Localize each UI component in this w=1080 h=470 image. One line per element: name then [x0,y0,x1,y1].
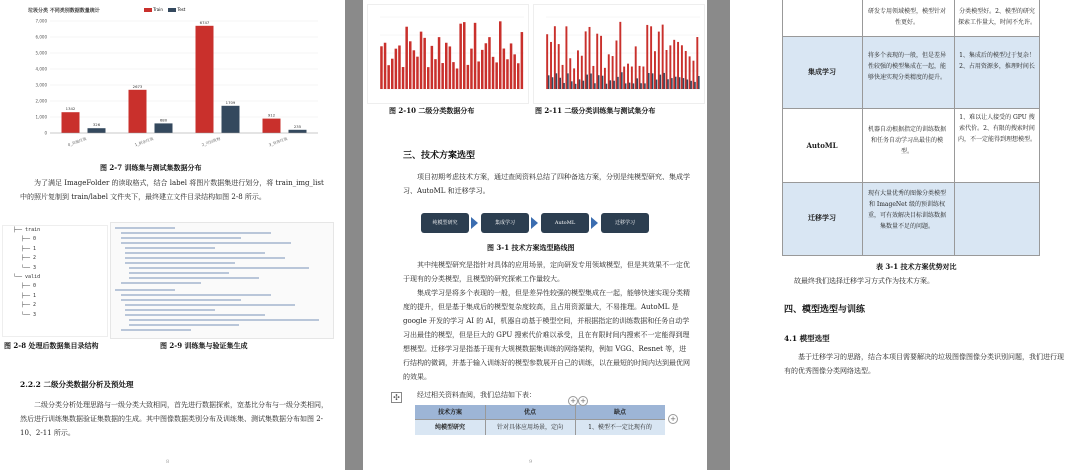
fig211-caption: 图 2-11 二级分类训练集与测试集分布 [535,106,656,115]
bar [510,43,513,89]
y-tick-label: 2,000 [35,98,47,104]
bar [579,79,581,89]
bar-chart [22,5,328,157]
bar [673,40,675,89]
paragraph: 为了满足 ImageFolder 的读取格式，结合 label 将图片数据集进行划分，将 train_img_list 中的照片复制到 train/label 文件夹下，最终建立文件目录结构如图 2-8 所示。 [20,179,324,201]
bar [402,67,405,89]
table-cell: 针对具体应用场景，定向 [496,424,563,431]
bar [495,62,498,89]
bar [619,22,621,89]
table-header-cell: 缺点 [613,409,626,416]
bar [640,83,642,89]
tree-line: ├── 2 [21,255,37,262]
table-cell: 迁移学习 [808,213,836,222]
bar [635,46,637,89]
bar [405,27,408,89]
bar [594,83,596,89]
bar [438,37,441,89]
table-cell: 将多个表现的一般，但是差异性较强的模型集成在一起，能够快速实现分类精度的提升。 [867,52,946,81]
bar [387,65,390,89]
bar [600,36,602,89]
bar [648,73,650,89]
tree-line: └── 3 [21,264,37,271]
bar [644,83,646,89]
table-cell: 机器自动根据指定的训练数据和任务自动学习出最佳的模型。 [867,126,946,155]
table-header-cell: 技术方案 [437,409,462,416]
fig211-chart [533,4,705,104]
bar [492,57,495,89]
flow-box: 集成学习 [481,213,529,233]
bar [569,58,571,89]
data-label: 680 [159,117,168,123]
data-label: 1342 [65,106,76,112]
bar [666,50,668,89]
page-1 [0,0,345,470]
bar [667,79,669,89]
table-cell: 分类模型好。2、模型的研究探索工作量大，时间不允许。 [957,8,1036,26]
paragraph: 项目初期考虑技术方案，通过查阅资料总结了四种备选方案，分别是纯模型研究、集成学习、AutoML 和迁移学习。 [403,173,690,195]
bar-train [62,112,80,133]
arrow-icon [471,217,478,229]
comparison-table-continued[interactable] [782,0,1040,256]
y-tick-label: 6,000 [35,34,47,40]
comparison-table[interactable] [415,405,665,437]
arrow-icon [531,217,538,229]
tree-line: ├── 1 [21,292,37,299]
paragraph: 集成学习是将多个表现的一般，但是差异性较强的模型集成在一起，能够快速实现分类精度的提升，但是基于集成后的模型复杂度较高，且占用资源量大，不易推理。AutoML 是 google 开发的学习 AI 的 AI，机器自动基于模型空间，并根据指定的训练数据和任务自动学习出最佳的模型，但是巨大的 GPU 搜索代价难以承受，且在有限时间内搜索不一定能得到理想模型。迁移学习是指基于现有大规模数据集训练的网络架构，例如 VGG、Resnet 等，进行结构的微调，并基于输入训练好的模型参数展开自己的训练，以在最短的时间内达到最优网的效果。 [403,289,690,381]
bar [552,77,554,89]
bar [470,49,473,89]
x-tick-label: 2_可回收物 [200,135,222,148]
bar [696,37,698,89]
legend-swatch-test [168,8,176,12]
directory-tree [2,225,108,337]
bar [513,54,516,89]
bar [567,73,569,89]
bar [663,73,665,89]
bar [586,75,588,89]
y-tick-label: 5,000 [35,50,47,56]
legend-test: Test [177,7,186,12]
bar [596,34,598,89]
bar [434,59,437,89]
bar [575,84,577,89]
bar [521,32,524,89]
y-tick-label: 4,000 [35,66,47,72]
bar [654,51,656,89]
bar [629,83,631,89]
paragraph: 二级分类分析处理思路与一级分类大致相同，首先进行数据探索，宽基比分布与一级分类相同，然后进行训练集数据验证集数据的生成。其中图像数据类别分布及训练集、测试集数据分布如图 2-10、2-11 所示。 [20,401,328,437]
bar [681,45,683,89]
bar [413,50,416,89]
fig31-caption: 图 3-1 技术方案选型路线图 [487,243,575,252]
section-heading: 四、模型选型与训练 [784,305,866,315]
bar [384,43,387,89]
bar [550,42,552,89]
bar [517,63,520,89]
table-cell: 1、模型不一定比现有的 [588,424,652,431]
section-heading: 2.2.2 二级分类数据分析及预处理 [20,380,134,389]
data-label: 6747 [199,19,210,25]
bar [445,43,448,89]
bar [558,44,560,89]
bar-test [289,130,307,133]
table-cell: 纯模型研究 [434,424,465,431]
bar [577,50,579,89]
bar [452,62,455,89]
bar [675,77,677,89]
bar [608,54,610,89]
bar [658,32,660,89]
fig211-svg [534,5,704,103]
bar [669,45,671,89]
insert-column-icon[interactable]: + [578,396,588,406]
fig28-caption: 图 2-8 处理后数据集目录结构 [4,341,99,350]
bar [689,56,691,89]
paragraph: 故最终我们选择迁移学习方式作为技术方案。 [794,277,934,285]
fig210-caption: 图 2-10 二级分类数据分布 [389,106,475,115]
data-label: 1709 [225,99,236,105]
table-cell: 研发专用领域模型，模型针对性更好。 [867,8,946,26]
bar [391,59,394,89]
fig210-chart [367,4,529,104]
bar-chart-svg [22,15,328,155]
paragraph: 经过相关资料查阅，我们总结如下表： [417,391,536,399]
bar [631,67,633,89]
chart-legend [144,7,185,12]
table-caption: 表 3-1 技术方案优势对比 [876,262,957,271]
bar [488,37,491,89]
bar [690,81,692,89]
bar [613,81,615,89]
bar [571,81,573,89]
bar [573,68,575,89]
table-cell: 集成学习 [808,67,836,76]
bar [409,41,412,89]
bar [506,59,509,89]
table-cell: 1、集成后的模型过于复杂！2、占用资源多，推理时间长 [959,52,1035,70]
bar [416,57,419,89]
bar [395,49,398,89]
section-heading: 三、技术方案选型 [403,151,476,161]
table-cell: 现有大量优秀的图像分类模型和 ImageNet 级的预训练权重，可有效解决目标训练数据集数量不足的问题。 [867,190,946,230]
bar [650,26,652,89]
bar [636,78,638,89]
add-row-icon[interactable]: + [668,414,678,424]
bar [633,83,635,89]
bar [604,68,606,89]
bar [581,56,583,89]
bar [592,66,594,89]
data-label: 2673 [132,83,143,89]
bar [590,73,592,89]
bar [554,26,556,89]
bar [398,45,401,89]
arrow-icon [591,217,598,229]
table-cell: AutoML [806,141,838,150]
bar-test [222,106,240,133]
bar [679,77,681,89]
bar [693,61,695,89]
bar [431,46,434,89]
bar [559,78,561,89]
bar [459,24,462,89]
paragraph: 基于迁移学习的思路，结合本项目需要解决的垃圾图像图像分类识别问题，我们进行现有的优秀图像分类网络选型。 [784,353,1064,375]
bar [677,42,679,89]
x-tick-label: 1_厨余垃圾 [133,135,155,148]
page-number: 9 [529,459,533,465]
bar [481,50,484,89]
bar [423,38,426,89]
y-tick-label: 0 [44,130,47,136]
bar [420,32,423,89]
tree-line: ├── 0 [21,236,37,243]
bar [617,77,619,89]
data-label: 235 [293,123,302,129]
fig29-caption: 图 2-9 训练集与验证集生成 [160,341,248,350]
flow-box: 迁移学习 [601,213,649,233]
bar [546,34,548,89]
bar [639,66,641,89]
bar [685,51,687,89]
legend-train: Train [153,7,163,12]
bar [441,63,444,89]
bar [694,82,696,89]
bar-train [196,26,214,133]
bar [467,65,470,89]
legend-swatch-train [144,8,152,12]
bar [583,81,585,89]
bar [642,66,644,89]
bar [610,80,612,89]
table-header-cell: 优点 [523,409,536,416]
x-tick-label: 0_其他垃圾 [66,135,88,148]
tree-line: ├── 1 [21,245,37,252]
fig210-svg [368,5,528,103]
bar [556,73,558,89]
bar [589,27,591,89]
subsection-heading: 4.1 模型选型 [784,334,830,343]
table-cell: 1、难以让人接受的 GPU 搜索代价。2、有限的搜索时间内，不一定能得到理想模型。 [957,114,1036,143]
flow-box: 纯模型研究 [421,213,469,233]
bar [499,21,502,89]
bar [652,73,654,89]
bar [598,75,600,89]
bar [562,65,564,89]
y-tick-label: 1,000 [35,114,47,120]
bar [623,67,625,89]
bar [627,64,629,89]
y-tick-label: 3,000 [35,82,47,88]
bar [474,23,477,89]
bar [427,67,430,89]
bar [503,49,506,89]
chart-title: 垃圾分类 不同类别数据数量统计 [28,8,100,14]
data-label: 912 [267,112,276,118]
bar-test [155,123,173,133]
tree-line: └── valid [13,274,41,281]
bar [683,78,685,89]
code-screenshot [110,222,334,339]
flow-box: AutoML [541,213,589,233]
bar [602,76,604,89]
bar [621,72,623,89]
bar [449,46,452,89]
bar [456,68,459,89]
bar [698,76,700,89]
bar [485,43,488,89]
insert-column-icon[interactable]: + [568,396,578,406]
page-number: 8 [166,459,170,465]
bar [585,31,587,89]
table-move-handle[interactable]: ✣ [391,392,402,403]
bar [606,84,608,89]
bar [563,83,565,89]
bar [380,46,383,89]
y-tick-label: 7,000 [35,18,47,24]
bar [660,75,662,89]
bar-train [263,119,281,133]
bar [646,25,648,89]
bar [625,83,627,89]
bar [463,22,466,89]
data-label: 326 [92,122,101,128]
page-2 [363,0,707,470]
bar [612,56,614,89]
bar [656,80,658,89]
tree-line: ├── train [13,227,41,233]
tree-line: ├── 0 [21,283,37,290]
bar [687,79,689,89]
tree-line: ├── 2 [21,302,37,309]
bar-test [88,128,106,133]
bar-train [129,90,147,133]
bar [671,78,673,89]
bar [616,40,618,89]
bar [565,26,567,89]
bar [548,75,550,89]
x-tick-label: 3_有害垃圾 [267,135,289,148]
flow-diagram [415,205,675,241]
bar [477,61,480,89]
tree-line: └── 3 [21,311,37,318]
page-3 [730,0,1080,470]
bar [662,25,664,89]
paragraph: 其中纯模型研究是指针对具体的应用场景，定向研发专用领域模型，但是其效果不一定优于现有的分类模型，且模型的研究探索工作量较大。 [403,261,690,283]
fig27-caption: 图 2-7 训练集与测试集数据分布 [100,163,202,172]
